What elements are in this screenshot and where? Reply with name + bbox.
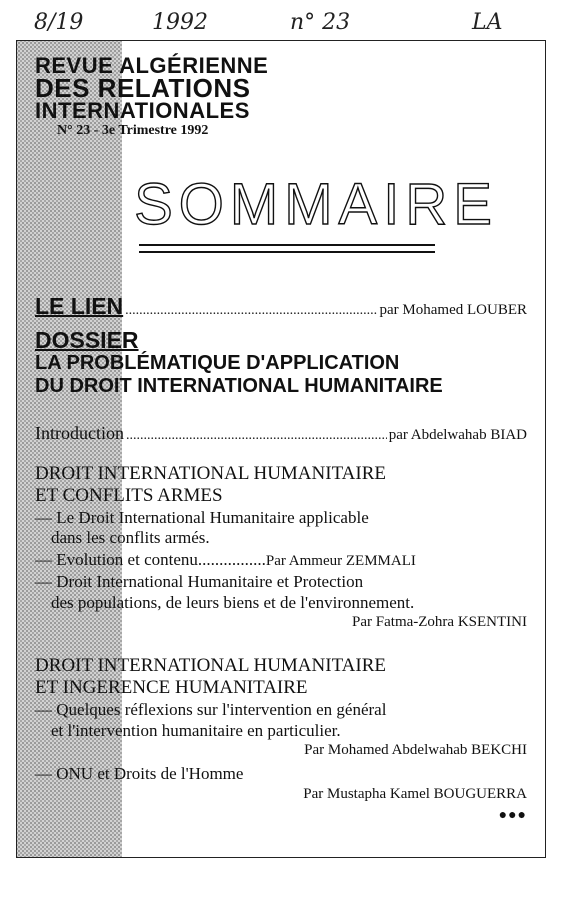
page-title: SOMMAIRE	[134, 172, 498, 237]
section2-item2-author: Par Mustapha Kamel BOUGUERRA	[303, 786, 527, 802]
section1-item3-line2: des populations, de leurs biens et de l'environnement.	[51, 593, 415, 612]
section2-item2-title[interactable]: — ONU et Droits de l'Homme	[35, 764, 244, 783]
section1-item2-author: Par Ammeur ZEMMALI	[265, 553, 416, 569]
journal-name-line-2: DES RELATIONS	[35, 73, 251, 103]
section2-item1-line1[interactable]: — Quelques réflexions sur l'intervention en général	[35, 700, 387, 719]
handwritten-note-1: 8/19	[34, 10, 84, 35]
handwritten-code: LA	[472, 10, 503, 35]
section2-heading-2: ET INGERENCE HUMANITAIRE	[35, 677, 308, 698]
handwritten-year: 1992	[152, 10, 208, 35]
dossier-heading: DOSSIER	[35, 327, 139, 353]
leader-dots: ................	[197, 550, 266, 569]
contents-page	[16, 40, 546, 858]
issue-number: N° 23 - 3e Trimestre 1992	[57, 123, 209, 138]
section2-heading-1: DROIT INTERNATIONAL HUMANITAIRE	[35, 655, 386, 676]
section1-heading-1: DROIT INTERNATIONAL HUMANITAIRE	[35, 463, 386, 484]
introduction-label: Introduction	[35, 423, 124, 443]
toc-entry-introduction[interactable]	[35, 423, 527, 444]
section2-item1-author: Par Mohamed Abdelwahab BEKCHI	[304, 742, 527, 758]
section1-item3-author: Par Fatma-Zohra KSENTINI	[352, 614, 527, 630]
leader-dots	[125, 303, 377, 319]
handwritten-issue: n° 23	[290, 10, 351, 35]
dossier-subtitle-2: DU DROIT INTERNATIONAL HUMANITAIRE	[35, 375, 443, 397]
section1-item1-line1[interactable]: — Le Droit International Humanitaire applicable	[35, 508, 369, 527]
section1-item1-line2: dans les conflits armés.	[51, 528, 210, 547]
section1-item3-line1[interactable]: — Droit International Humanitaire et Protection	[35, 572, 364, 591]
section1-item2[interactable]	[35, 550, 416, 571]
section1-heading-2: ET CONFLITS ARMES	[35, 485, 223, 506]
section2-item1-line2: et l'intervention humanitaire en particulier.	[51, 721, 341, 740]
journal-name-line-1: REVUE ALGÉRIENNE	[35, 53, 269, 78]
toc-entry-lien[interactable]	[35, 293, 527, 320]
introduction-author: par Abdelwahab BIAD	[388, 427, 527, 443]
dossier-subtitle-1: LA PROBLÉMATIQUE D'APPLICATION	[35, 352, 400, 374]
lien-author: par Mohamed LOUBER	[379, 302, 527, 318]
leader-dots	[126, 428, 387, 444]
journal-name-line-3: INTERNATIONALES	[35, 98, 250, 123]
lien-heading: LE LIEN	[35, 293, 124, 319]
continuation-dots: ●●●	[498, 808, 527, 823]
section1-item2-title: — Evolution et contenu	[35, 550, 198, 569]
title-divider	[139, 244, 435, 253]
